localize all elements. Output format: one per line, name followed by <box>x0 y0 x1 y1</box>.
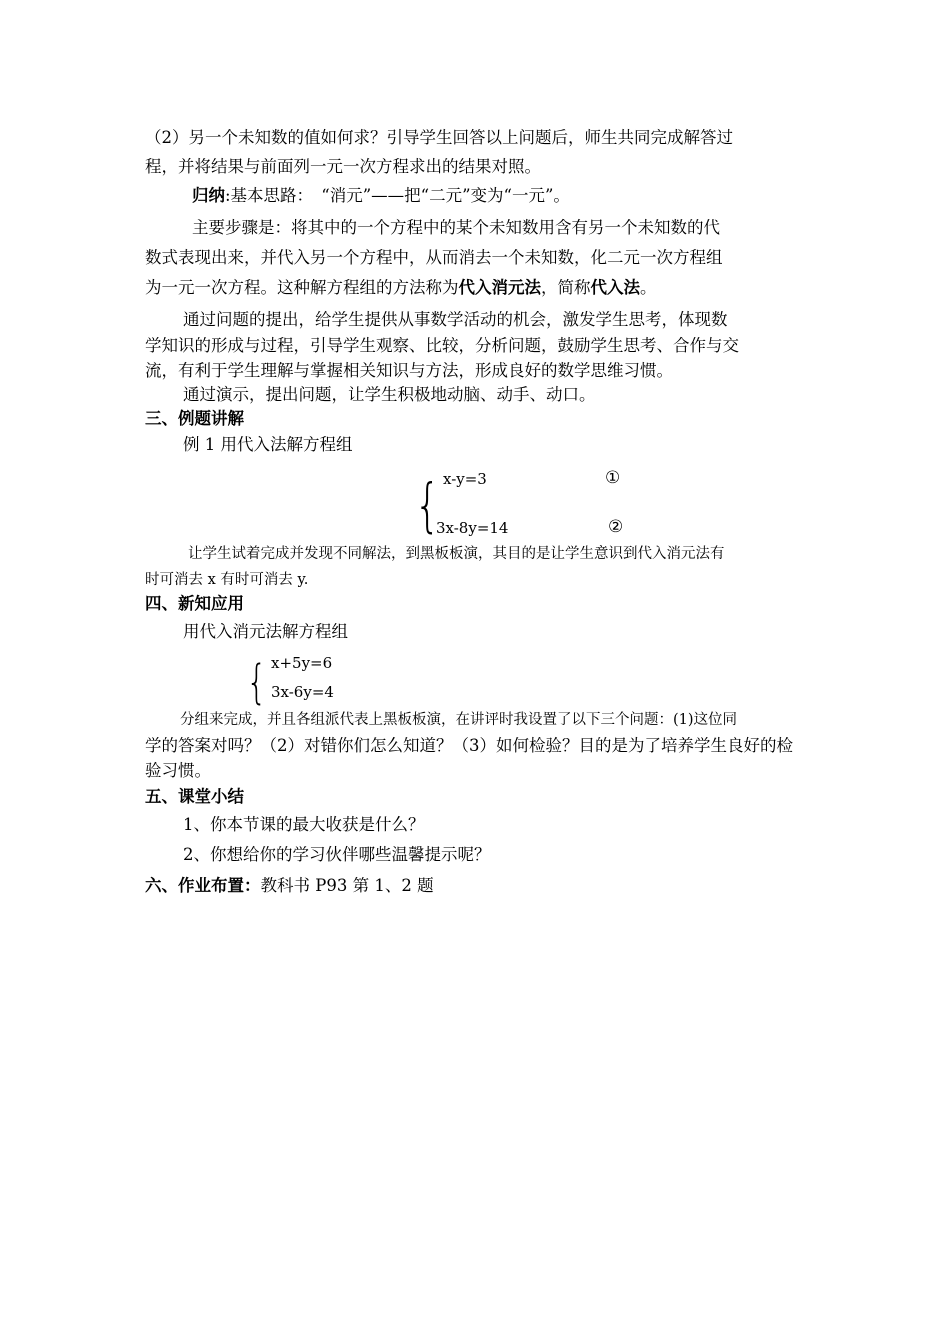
application-note-line3: 验习惯。 <box>145 761 211 780</box>
section4-title: 四、新知应用 <box>145 594 244 613</box>
section4-intro: 用代入消元法解方程组 <box>183 622 348 641</box>
application-eq1: x+5y=6 <box>271 654 333 672</box>
summary-question2: 2、你想给你的学习伙伴哪些温馨提示呢？ <box>183 845 491 864</box>
summary-question1: 1、你本节课的最大收获是什么？ <box>183 815 425 834</box>
brace-icon: { <box>414 471 441 539</box>
application-eq2: 3x-6y=4 <box>271 683 334 701</box>
steps-line3-mid: ，简称 <box>541 278 591 297</box>
summary-line <box>192 186 570 206</box>
steps-line3-text: 为一元一次方程。这种解方程组的方法称为 <box>145 278 459 297</box>
example1-eq1-number: ① <box>605 468 621 488</box>
section6-title: 六、作业布置： <box>145 876 261 895</box>
example1-eq2-number: ② <box>608 517 624 537</box>
brace-icon: { <box>246 655 267 709</box>
para2-line2: 学知识的形成与过程，引导学生观察、比较，分析问题，鼓励学生思考、合作与交 <box>145 336 739 355</box>
summary-text: :基本思路： “消元”——把“二元”变为“一元”。 <box>225 186 570 205</box>
application-note-line2: 学的答案对吗？（2）对错你们怎么知道？（3）如何检验？目的是为了培养学生良好的检 <box>145 736 793 755</box>
example1-intro: 例 1 用代入法解方程组 <box>183 435 353 454</box>
example1-note-line1: 让学生试着完成并发现不同解法，到黑板板演，其目的是让学生意识到代入消元法有 <box>188 546 725 562</box>
steps-line3 <box>145 278 657 298</box>
section3-title: 三、例题讲解 <box>145 409 244 428</box>
term-substitution: 代入法 <box>590 278 640 297</box>
summary-label: 归纳 <box>192 186 225 205</box>
para2-line1: 通过问题的提出，给学生提供从事数学活动的机会，激发学生思考，体现数 <box>183 310 728 329</box>
steps-line1: 主要步骤是：将其中的一个方程中的某个未知数用含有另一个未知数的代 <box>192 218 720 237</box>
para2-line3: 流，有利于学生理解与掌握相关知识与方法，形成良好的数学思维习惯。 <box>145 361 673 380</box>
example1-eq1: x-y=3 <box>443 470 487 488</box>
term-substitution-elimination: 代入消元法 <box>458 278 541 297</box>
example1-eq2: 3x-8y=14 <box>436 519 509 537</box>
steps-line2: 数式表现出来，并代入另一个方程中，从而消去一个未知数，化二元一次方程组 <box>145 248 723 267</box>
application-note-line1: 分组来完成，并且各组派代表上黑板板演，在讲评时我设置了以下三个问题：(1)这位同 <box>180 712 738 728</box>
section6-line <box>145 876 434 896</box>
para1-line2: 程，并将结果与前面列一元一次方程求出的结果对照。 <box>145 157 541 176</box>
steps-line3-end: 。 <box>640 278 657 297</box>
section5-title: 五、课堂小结 <box>145 787 244 806</box>
example1-note-line2: 时可消去 x 有时可消去 y. <box>145 572 309 588</box>
para2-line4: 通过演示，提出问题，让学生积极地动脑、动手、动口。 <box>183 385 596 404</box>
para1-line1: （2）另一个未知数的值如何求？引导学生回答以上问题后，师生共同完成解答过 <box>145 128 733 147</box>
homework-text: 教科书 P93 第 1、2 题 <box>260 876 434 895</box>
